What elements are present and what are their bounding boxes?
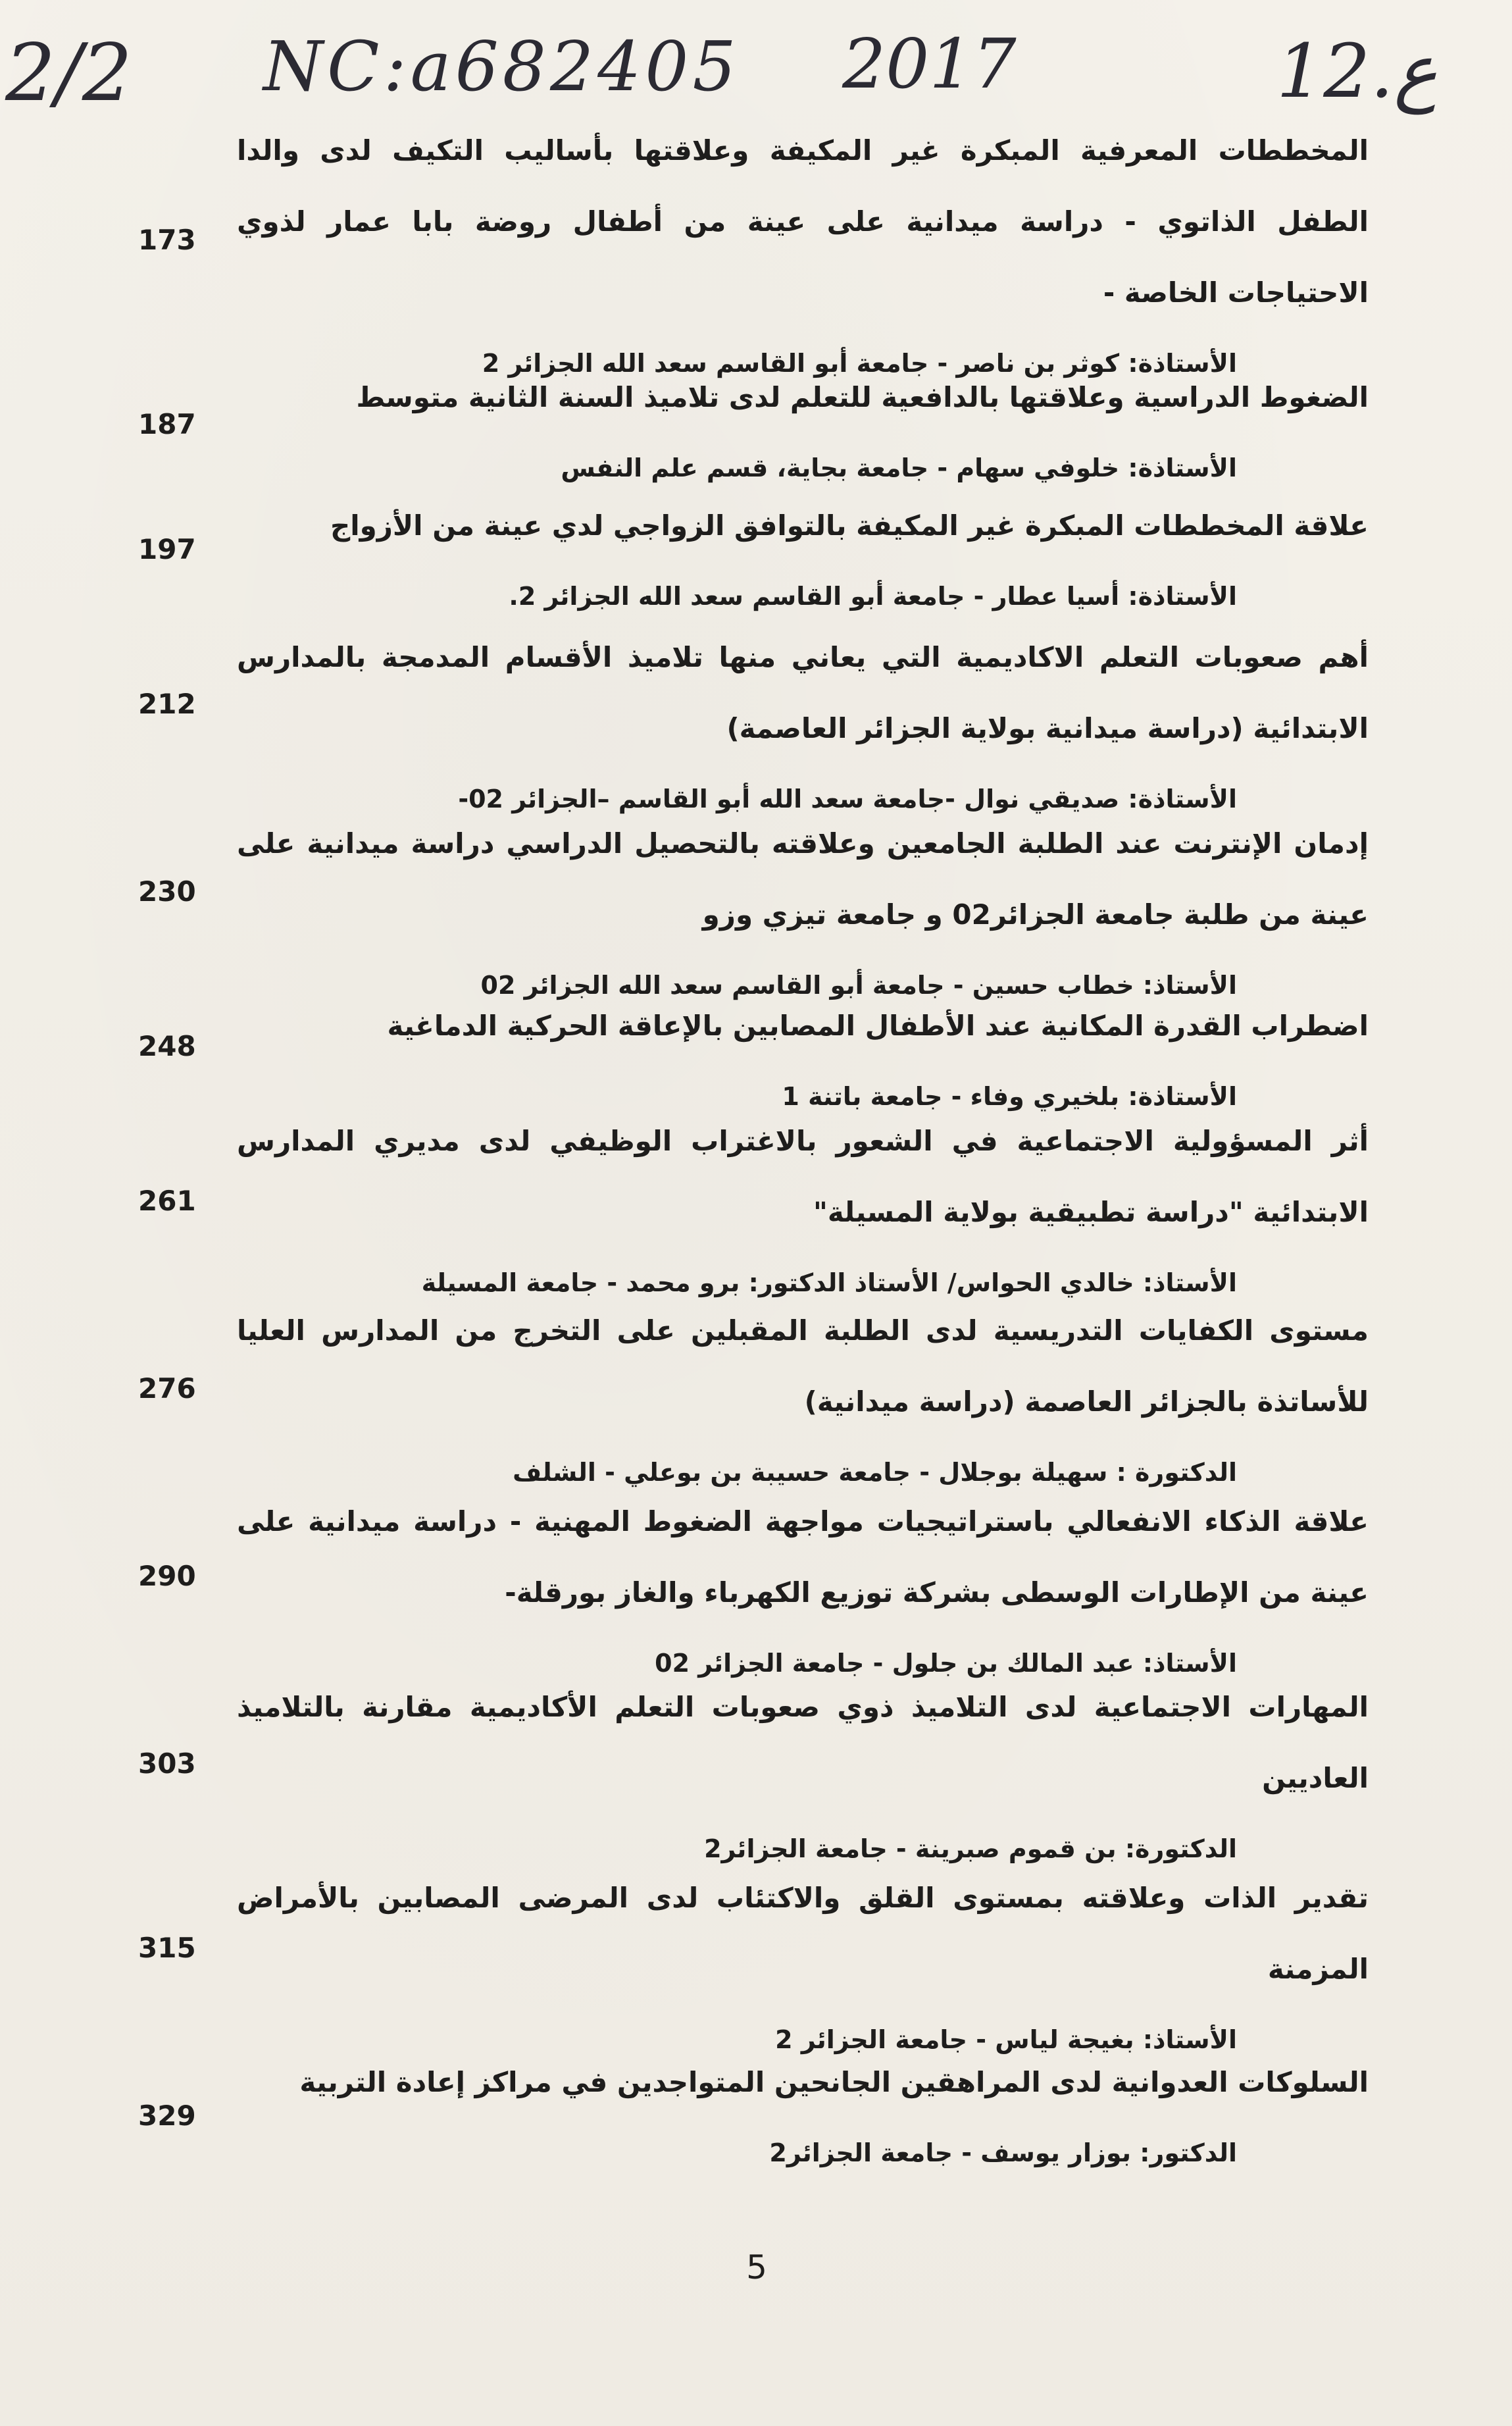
handwritten-year: 2017 bbox=[842, 24, 1017, 104]
page-ref: 276 bbox=[138, 1372, 196, 1405]
entry-title: أثر المسؤولية الاجتماعية في الشعور بالاغتراب الوظيفي لدى مديري المدارس الابتدائية "دراسة تطبيقية بولاية المسيلة" bbox=[237, 1125, 1369, 1228]
entry-title: إدمان الإنترنت عند الطلبة الجامعين وعلاقته بالتحصيل الدراسي دراسة ميدانية على عينة من طلبة جامعة الجزائر02 و جامعة تيزي وزو bbox=[237, 827, 1369, 931]
toc-entry-2 bbox=[237, 362, 1369, 491]
toc-entry-10 bbox=[237, 1672, 1369, 1872]
handwritten-fraction: 2/2 bbox=[5, 28, 133, 119]
toc-entry-4 bbox=[237, 622, 1369, 822]
entry-author: الدكتور: بوزار يوسف - جامعة الجزائر2 bbox=[769, 2138, 1237, 2167]
entry-title: السلوكات العدوانية لدى المراهقين الجانحين المتواجدين في مراكز إعادة التربية bbox=[299, 2066, 1369, 2098]
entry-author: الدكتورة : سهيلة بوجلال - جامعة حسيبة بن بوعلي - الشلف bbox=[513, 1458, 1237, 1487]
toc-entry-5 bbox=[237, 808, 1369, 1008]
handwritten-code: 12.ع bbox=[1276, 29, 1438, 115]
page-ref: 261 bbox=[138, 1185, 196, 1217]
entry-author: الأستاذ: عبد المالك بن جلول - جامعة الجزائر 02 bbox=[655, 1649, 1237, 1678]
toc-entry-9 bbox=[237, 1486, 1369, 1686]
entry-title: علاقة المخططات المبكرة غير المكيفة بالتوافق الزواجي لدي عينة من الأزواج bbox=[330, 509, 1369, 542]
toc-entry-6 bbox=[237, 991, 1369, 1120]
handwritten-reference: NC:a682405 bbox=[263, 26, 740, 107]
entry-author: الدكتورة: بن قموم صبرينة - جامعة الجزائر2 bbox=[704, 1834, 1237, 1863]
page-ref: 303 bbox=[138, 1747, 196, 1780]
toc-entry-1 bbox=[237, 115, 1369, 386]
entry-author: الأستاذ: خطاب حسين - جامعة أبو القاسم سعد الله الجزائر 02 bbox=[480, 971, 1237, 1000]
entry-author: الأستاذة: بلخيري وفاء - جامعة باتنة 1 bbox=[782, 1082, 1237, 1111]
page-ref: 173 bbox=[138, 224, 196, 256]
toc-entry-11 bbox=[237, 1863, 1369, 2063]
entry-title: علاقة الذكاء الانفعالي باستراتيجيات مواجهة الضغوط المهنية - دراسة ميدانية على عينة من الإطارات الوسطى بشركة توزيع الكهرباء والغاز بورقلة- bbox=[237, 1505, 1369, 1609]
entry-author: الأستاذة: صديقي نوال -جامعة سعد الله أبو القاسم –الجزائر 02- bbox=[458, 785, 1237, 813]
page-ref: 290 bbox=[138, 1560, 196, 1592]
toc-entry-12 bbox=[237, 2047, 1369, 2176]
entry-title: المخططات المعرفية المبكرة غير المكيفة وعلاقتها بأساليب التكيف لدى والدا الطفل الذاتوي - دراسة ميدانية على عينة من أطفال روضة بابا عمار لذوي الاحتياجات الخاصة - bbox=[237, 134, 1369, 309]
entry-author: الأستاذة: أسيا عطار - جامعة أبو القاسم سعد الله الجزائر 2. bbox=[509, 582, 1237, 611]
page-ref: 329 bbox=[138, 2100, 196, 2132]
page-ref: 212 bbox=[138, 688, 196, 720]
entry-author: الأستاذة: كوثر بن ناصر - جامعة أبو القاسم سعد الله الجزائر 2 bbox=[482, 349, 1237, 378]
entry-title: الضغوط الدراسية وعلاقتها بالدافعية للتعلم لدى تلاميذ السنة الثانية متوسط bbox=[356, 381, 1369, 413]
entry-author: الأستاذ: خالدي الحواس/ الأستاذ الدكتور: برو محمد - جامعة المسيلة bbox=[421, 1268, 1237, 1297]
entry-title: مستوى الكفايات التدريسية لدى الطلبة المقبلين على التخرج من المدارس العليا للأساتذة بالجزائر العاصمة (دراسة ميدانية) bbox=[237, 1314, 1369, 1418]
page-number: 5 bbox=[746, 2248, 767, 2286]
page-ref: 248 bbox=[138, 1030, 196, 1062]
entry-author: الأستاذة: خلوفي سهام - جامعة بجاية، قسم علم النفس bbox=[561, 453, 1237, 482]
toc-entry-7 bbox=[237, 1106, 1369, 1306]
page-ref: 315 bbox=[138, 1932, 196, 1964]
toc-entry-3 bbox=[237, 490, 1369, 619]
toc-entry-8 bbox=[237, 1295, 1369, 1495]
page-ref: 230 bbox=[138, 875, 196, 908]
entry-title: تقدير الذات وعلاقته بمستوى القلق والاكتئاب لدى المرضى المصابين بالأمراض المزمنة bbox=[237, 1882, 1369, 1985]
page-ref: 197 bbox=[138, 533, 196, 565]
page-ref: 187 bbox=[138, 408, 196, 440]
entry-title: أهم صعوبات التعلم الاكاديمية التي يعاني منها تلاميذ الأقسام المدمجة بالمدارس الابتدائية (دراسة ميدانية بولاية الجزائر العاصمة) bbox=[237, 641, 1369, 744]
entry-title: المهارات الاجتماعية لدى التلاميذ ذوي صعوبات التعلم الأكاديمية مقارنة بالتلاميذ العاديين bbox=[237, 1691, 1369, 1794]
entry-title: اضطراب القدرة المكانية عند الأطفال المصابين بالإعاقة الحركية الدماغية bbox=[387, 1010, 1369, 1042]
entry-author: الأستاذ: بغيجة لياس - جامعة الجزائر 2 bbox=[775, 2025, 1237, 2054]
